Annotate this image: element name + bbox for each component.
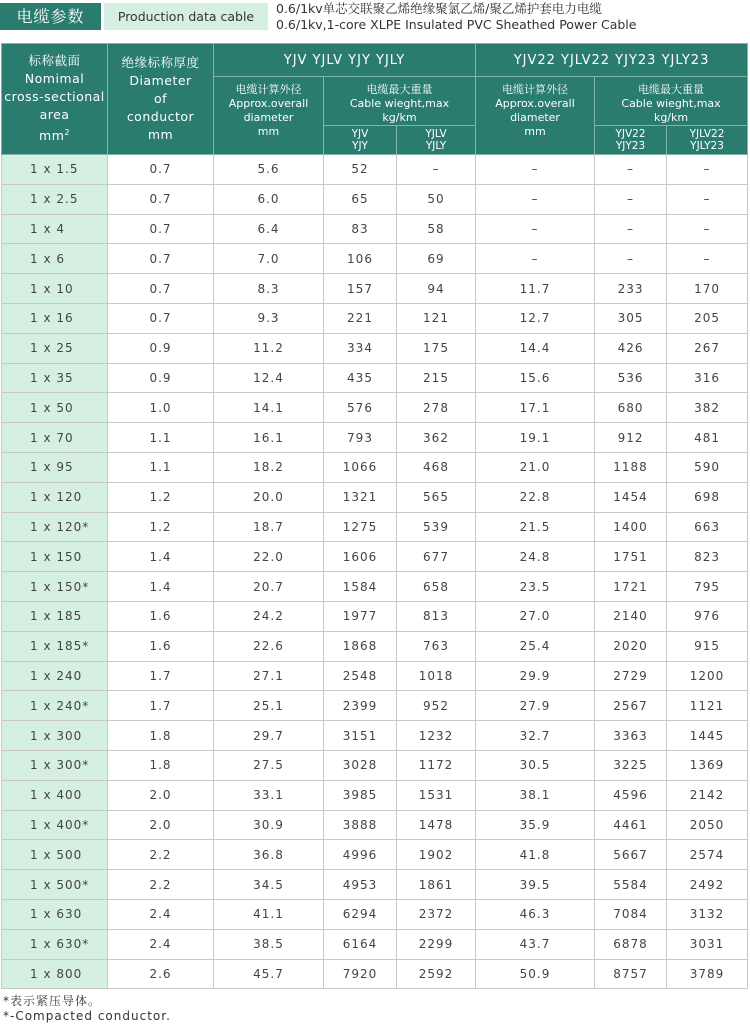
table-cell: 1 x 185 [2, 601, 108, 631]
table-cell: 39.5 [476, 870, 595, 900]
table-cell: 4996 [324, 840, 397, 870]
table-cell: 58 [397, 214, 476, 244]
table-cell: 25.1 [214, 691, 324, 721]
table-cell: 435 [324, 363, 397, 393]
table-cell: 4461 [595, 810, 667, 840]
table-cell: 1721 [595, 572, 667, 602]
table-cell: 6294 [324, 899, 397, 929]
header-weight-2: 电缆最大重量 Cable wieght,max kg/km [595, 77, 748, 126]
table-cell: 1.1 [108, 423, 214, 453]
table-cell: 50.9 [476, 959, 595, 989]
footnote-cn: *表示紧压导体。 [3, 994, 102, 1008]
table-row [2, 184, 748, 214]
table-cell: 2299 [397, 929, 476, 959]
table-cell: 915 [667, 631, 748, 661]
table-cell: 539 [397, 512, 476, 542]
table-cell: 46.3 [476, 899, 595, 929]
table-cell: 813 [397, 601, 476, 631]
table-cell: – [595, 155, 667, 185]
table-cell: 976 [667, 601, 748, 631]
table-cell: 1.2 [108, 482, 214, 512]
table-cell: 2.6 [108, 959, 214, 989]
table-cell: 1 x 240 [2, 661, 108, 691]
table-cell: 3132 [667, 899, 748, 929]
table-cell: 4596 [595, 780, 667, 810]
table-cell: 29.7 [214, 721, 324, 751]
table-header [2, 44, 748, 155]
table-cell: 1.6 [108, 601, 214, 631]
table-row [2, 452, 748, 482]
table-cell: 19.1 [476, 423, 595, 453]
table-cell: 2548 [324, 661, 397, 691]
table-cell: 1 x 300 [2, 721, 108, 751]
table-cell: 1902 [397, 840, 476, 870]
table-row [2, 393, 748, 423]
header-group-yjv: YJV YJLV YJY YJLY [214, 44, 476, 77]
header-weight-1: 电缆最大重量 Cable wieght,max kg/km [324, 77, 476, 126]
table-cell: 2050 [667, 810, 748, 840]
table-cell: – [595, 184, 667, 214]
table-cell: 795 [667, 572, 748, 602]
table-cell: 2492 [667, 870, 748, 900]
table-row [2, 959, 748, 989]
table-cell: 1 x 150* [2, 572, 108, 602]
table-cell: 27.1 [214, 661, 324, 691]
table-cell: 1 x 630* [2, 929, 108, 959]
table-cell: 763 [397, 631, 476, 661]
table-cell: 43.7 [476, 929, 595, 959]
table-cell: 2729 [595, 661, 667, 691]
table-row [2, 691, 748, 721]
table-cell: 1 x 150 [2, 542, 108, 572]
table-cell: 0.7 [108, 274, 214, 304]
table-cell: 33.1 [214, 780, 324, 810]
table-cell: 1 x 500* [2, 870, 108, 900]
table-cell: – [667, 155, 748, 185]
table-cell: – [595, 244, 667, 274]
table-cell: 677 [397, 542, 476, 572]
table-cell: 175 [397, 333, 476, 363]
table-cell: 52 [324, 155, 397, 185]
table-cell: 1 x 800 [2, 959, 108, 989]
footnotes [3, 994, 171, 1024]
table-cell: 24.8 [476, 542, 595, 572]
table-cell: 1868 [324, 631, 397, 661]
table-cell: 1.7 [108, 691, 214, 721]
table-cell: 1 x 185* [2, 631, 108, 661]
table-cell: 1.8 [108, 750, 214, 780]
table-cell: 1 x 240* [2, 691, 108, 721]
table-cell: 3028 [324, 750, 397, 780]
table-cell: 1 x 500 [2, 840, 108, 870]
table-cell: 1172 [397, 750, 476, 780]
table-cell: 2142 [667, 780, 748, 810]
table-cell: 6.4 [214, 214, 324, 244]
table-cell: 7.0 [214, 244, 324, 274]
table-cell: 20.0 [214, 482, 324, 512]
table-cell: 1188 [595, 452, 667, 482]
table-cell: 170 [667, 274, 748, 304]
table-cell: 912 [595, 423, 667, 453]
table-cell: 221 [324, 303, 397, 333]
table-cell: 1478 [397, 810, 476, 840]
table-row [2, 155, 748, 185]
table-cell: 205 [667, 303, 748, 333]
table-cell: 27.9 [476, 691, 595, 721]
table-cell: 362 [397, 423, 476, 453]
table-cell: 21.0 [476, 452, 595, 482]
table-cell: 15.6 [476, 363, 595, 393]
table-cell: 21.5 [476, 512, 595, 542]
table-cell: 121 [397, 303, 476, 333]
table-cell: 45.7 [214, 959, 324, 989]
table-cell: 3031 [667, 929, 748, 959]
table-cell: 29.9 [476, 661, 595, 691]
table-cell: 1 x 4 [2, 214, 108, 244]
table-cell: 215 [397, 363, 476, 393]
table-cell: 663 [667, 512, 748, 542]
table-cell: 2140 [595, 601, 667, 631]
table-cell: 565 [397, 482, 476, 512]
table-cell: 106 [324, 244, 397, 274]
table-cell: 41.8 [476, 840, 595, 870]
table-cell: 382 [667, 393, 748, 423]
table-row [2, 303, 748, 333]
table-cell: 1.4 [108, 542, 214, 572]
table-cell: 305 [595, 303, 667, 333]
table-cell: 2.4 [108, 929, 214, 959]
table-cell: 1.0 [108, 393, 214, 423]
table-cell: 6878 [595, 929, 667, 959]
table-cell: 4953 [324, 870, 397, 900]
table-cell: 38.5 [214, 929, 324, 959]
table-cell: 1751 [595, 542, 667, 572]
table-cell: 1.8 [108, 721, 214, 751]
table-cell: 2567 [595, 691, 667, 721]
table-cell: 1977 [324, 601, 397, 631]
table-cell: 3363 [595, 721, 667, 751]
table-cell: 65 [324, 184, 397, 214]
table-row [2, 870, 748, 900]
table-cell: 1200 [667, 661, 748, 691]
table-cell: 3888 [324, 810, 397, 840]
table-cell: 24.2 [214, 601, 324, 631]
table-row [2, 929, 748, 959]
table-cell: 1 x 630 [2, 899, 108, 929]
table-cell: 3985 [324, 780, 397, 810]
table-cell: 1018 [397, 661, 476, 691]
table-cell: 3789 [667, 959, 748, 989]
table-cell: 0.7 [108, 214, 214, 244]
table-cell: 27.5 [214, 750, 324, 780]
table-row [2, 661, 748, 691]
table-cell: 1 x 1.5 [2, 155, 108, 185]
table-cell: 1 x 25 [2, 333, 108, 363]
table-cell: 5.6 [214, 155, 324, 185]
table-cell: 35.9 [476, 810, 595, 840]
table-cell: 0.7 [108, 184, 214, 214]
table-cell: 7920 [324, 959, 397, 989]
table-cell: 1 x 95 [2, 452, 108, 482]
table-cell: 468 [397, 452, 476, 482]
table-cell: 8757 [595, 959, 667, 989]
table-cell: 2399 [324, 691, 397, 721]
table-cell: 12.4 [214, 363, 324, 393]
table-cell: 1275 [324, 512, 397, 542]
table-cell: 41.1 [214, 899, 324, 929]
table-row [2, 214, 748, 244]
table-cell: 316 [667, 363, 748, 393]
table-cell: 1 x 50 [2, 393, 108, 423]
table-row [2, 601, 748, 631]
title-en: 0.6/1kv,1-core XLPE Insulated PVC Sheathed Power Cable [276, 17, 637, 32]
table-row [2, 423, 748, 453]
table-cell: 278 [397, 393, 476, 423]
table-cell: 69 [397, 244, 476, 274]
table-cell: 793 [324, 423, 397, 453]
table-row [2, 244, 748, 274]
table-cell: 1.2 [108, 512, 214, 542]
table-cell: 1.7 [108, 661, 214, 691]
table-cell: 1 x 10 [2, 274, 108, 304]
table-cell: 0.9 [108, 333, 214, 363]
table-cell: 233 [595, 274, 667, 304]
table-cell: 576 [324, 393, 397, 423]
title-cn: 0.6/1kv单芯交联聚乙烯绝缘聚氯乙烯/聚乙烯护套电力电缆 [276, 1, 602, 16]
table-cell: 1121 [667, 691, 748, 721]
page-header [0, 0, 750, 40]
table-row [2, 512, 748, 542]
table-cell: 5667 [595, 840, 667, 870]
table-cell: 0.9 [108, 363, 214, 393]
table-cell: 1321 [324, 482, 397, 512]
table-cell: 1.4 [108, 572, 214, 602]
table-cell: 34.5 [214, 870, 324, 900]
table-cell: 23.5 [476, 572, 595, 602]
table-cell: – [667, 244, 748, 274]
header-yjlv22-yjly23: YJLV22 YJLY23 [667, 126, 748, 155]
table-cell: – [476, 184, 595, 214]
table-cell: 426 [595, 333, 667, 363]
table-cell: 1861 [397, 870, 476, 900]
table-cell: 1606 [324, 542, 397, 572]
table-cell: 1 x 2.5 [2, 184, 108, 214]
table-body [2, 155, 748, 989]
header-section-area: 标称截面 Nomimal cross-sectional area $mm^2$ [2, 44, 108, 155]
header-yjlv-yjly: YJLV YJLY [397, 126, 476, 155]
table-row [2, 810, 748, 840]
table-cell: 2.2 [108, 840, 214, 870]
table-cell: 2372 [397, 899, 476, 929]
table-cell: 481 [667, 423, 748, 453]
table-row [2, 780, 748, 810]
table-cell: 0.7 [108, 303, 214, 333]
table-cell: 1531 [397, 780, 476, 810]
table-cell: 9.3 [214, 303, 324, 333]
table-cell: 698 [667, 482, 748, 512]
table-row [2, 542, 748, 572]
header-diameter-2: 电缆计算外径 Approx.overall diameter mm [476, 77, 595, 155]
table-cell: 18.7 [214, 512, 324, 542]
table-cell: 1066 [324, 452, 397, 482]
table-cell: 0.7 [108, 244, 214, 274]
table-cell: 1 x 35 [2, 363, 108, 393]
table-cell: 1445 [667, 721, 748, 751]
table-cell: 1584 [324, 572, 397, 602]
table-cell: 25.4 [476, 631, 595, 661]
table-cell: 7084 [595, 899, 667, 929]
table-cell: 1.1 [108, 452, 214, 482]
table-row [2, 631, 748, 661]
table-cell: – [476, 155, 595, 185]
table-cell: 823 [667, 542, 748, 572]
table-cell: – [397, 155, 476, 185]
table-cell: 1 x 300* [2, 750, 108, 780]
table-cell: 1 x 400* [2, 810, 108, 840]
table-row [2, 572, 748, 602]
table-cell: 22.8 [476, 482, 595, 512]
table-cell: 680 [595, 393, 667, 423]
table-cell: 1 x 120 [2, 482, 108, 512]
table-cell: 83 [324, 214, 397, 244]
table-cell: 1232 [397, 721, 476, 751]
table-cell: 157 [324, 274, 397, 304]
table-cell: 1 x 6 [2, 244, 108, 274]
table-cell: – [667, 184, 748, 214]
table-cell: 30.5 [476, 750, 595, 780]
table-cell: 952 [397, 691, 476, 721]
table-row [2, 899, 748, 929]
footnote-en: *-Compacted conductor. [3, 1009, 171, 1023]
table-cell: 11.7 [476, 274, 595, 304]
cable-data-table [1, 43, 748, 989]
table-row [2, 274, 748, 304]
table-cell: 50 [397, 184, 476, 214]
header-yjv22-yjy23: YJV22 YJY23 [595, 126, 667, 155]
table-cell: 2.2 [108, 870, 214, 900]
table-cell: 12.7 [476, 303, 595, 333]
table-cell: 2020 [595, 631, 667, 661]
table-cell: 2.0 [108, 810, 214, 840]
table-cell: 32.7 [476, 721, 595, 751]
table-cell: 2.0 [108, 780, 214, 810]
table-cell: 2.4 [108, 899, 214, 929]
page-title [276, 1, 748, 33]
table-row [2, 333, 748, 363]
table-cell: 536 [595, 363, 667, 393]
table-cell: 1 x 120* [2, 512, 108, 542]
table-cell: 1369 [667, 750, 748, 780]
table-cell: 11.2 [214, 333, 324, 363]
table-cell: 6164 [324, 929, 397, 959]
table-cell: 27.0 [476, 601, 595, 631]
table-cell: 8.3 [214, 274, 324, 304]
table-cell: 1400 [595, 512, 667, 542]
table-cell: – [476, 214, 595, 244]
table-cell: 334 [324, 333, 397, 363]
table-cell: 30.9 [214, 810, 324, 840]
section-tag: 电缆参数 [0, 3, 101, 30]
table-cell: – [595, 214, 667, 244]
table-cell: 1 x 16 [2, 303, 108, 333]
table-row [2, 750, 748, 780]
table-cell: 22.0 [214, 542, 324, 572]
table-cell: 14.1 [214, 393, 324, 423]
table-cell: 658 [397, 572, 476, 602]
table-cell: 1.6 [108, 631, 214, 661]
table-cell: 267 [667, 333, 748, 363]
table-cell: – [476, 244, 595, 274]
table-cell: 590 [667, 452, 748, 482]
section-subtag: Production data cable [104, 3, 268, 30]
header-insulation-thickness: 绝缘标称厚度 Diameter of conductor mm [108, 44, 214, 155]
table-cell: 5584 [595, 870, 667, 900]
header-group-yjv22: YJV22 YJLV22 YJY23 YJLY23 [476, 44, 748, 77]
table-row [2, 363, 748, 393]
table-cell: 17.1 [476, 393, 595, 423]
table-cell: 2592 [397, 959, 476, 989]
table-row [2, 721, 748, 751]
table-cell: 0.7 [108, 155, 214, 185]
table-cell: 3151 [324, 721, 397, 751]
table-cell: 6.0 [214, 184, 324, 214]
table-cell: 22.6 [214, 631, 324, 661]
header-diameter-1: 电缆计算外径 Approx.overall diameter mm [214, 77, 324, 155]
table-cell: 20.7 [214, 572, 324, 602]
table-cell: 1 x 70 [2, 423, 108, 453]
table-cell: 14.4 [476, 333, 595, 363]
table-row [2, 482, 748, 512]
table-cell: 16.1 [214, 423, 324, 453]
table-cell: 3225 [595, 750, 667, 780]
table-cell: 1 x 400 [2, 780, 108, 810]
table-cell: 94 [397, 274, 476, 304]
table-cell: 1454 [595, 482, 667, 512]
table-row [2, 840, 748, 870]
table-cell: 18.2 [214, 452, 324, 482]
table-cell: 2574 [667, 840, 748, 870]
table-cell: 36.8 [214, 840, 324, 870]
table-cell: – [667, 214, 748, 244]
table-cell: 38.1 [476, 780, 595, 810]
header-yjv-yjy: YJV YJY [324, 126, 397, 155]
